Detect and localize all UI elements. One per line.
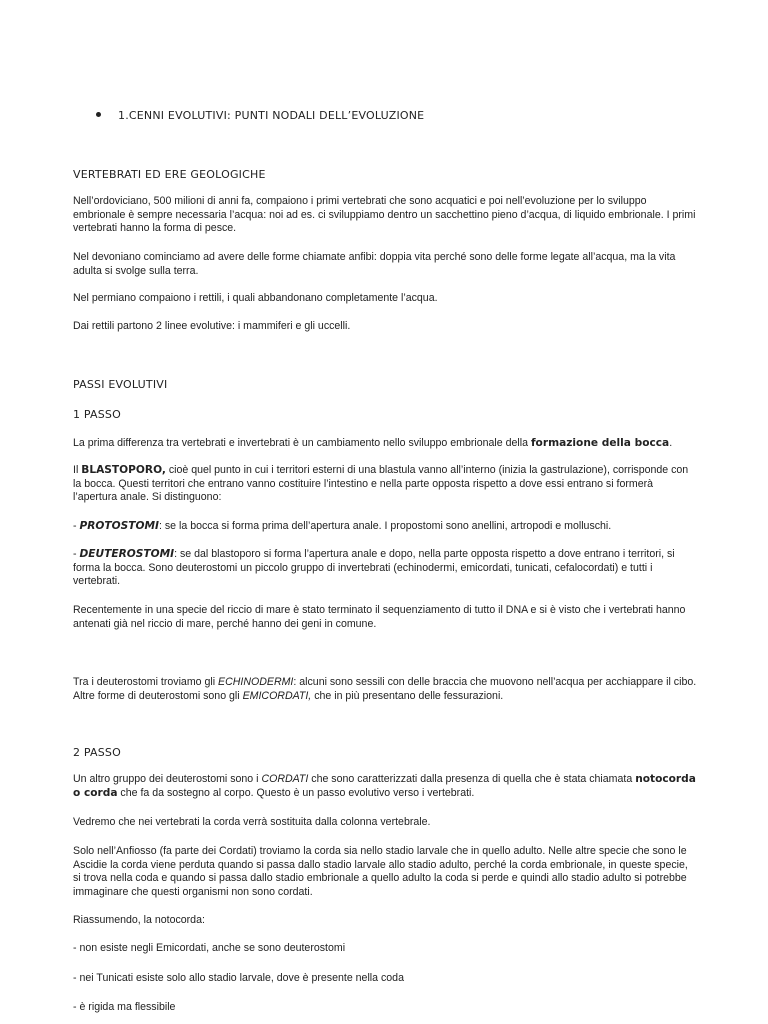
italic-term: EMICORDATI, <box>242 689 312 702</box>
bullet-icon <box>96 112 101 117</box>
subheading-2-passo: 2 PASSO <box>73 746 121 759</box>
text: che sono caratterizzati dalla presenza di quella che è stata chiamata <box>308 773 636 785</box>
paragraph <box>73 437 697 451</box>
list-item: - nei Tunicati esiste solo allo stadio larvale, dove è presente nella coda <box>73 972 404 984</box>
bold-italic-term: DEUTEROSTOMI <box>79 548 175 560</box>
paragraph: Nel devoniano cominciamo ad avere delle forme chiamate anfibi: doppia vita perché sono delle forme legate all’acqua, ma la vita adulta si svolge sulla terra. <box>73 251 676 277</box>
paragraph: Nell’ordoviciano, 500 milioni di anni fa, compaiono i primi vertebrati che sono acquatici e poi nell’evoluzione per lo sviluppo embrionale è sempre necessaria l’acqua: noi ad es. ci sviluppiamo dentro un sacchettino pieno d’acqua, di liquido embrionale. I primi vertebrati hanno la forma di pesce. <box>73 195 696 234</box>
text: - <box>73 520 80 532</box>
text: che fa da sostegno al corpo. Questo è un passo evolutivo verso i vertebrati. <box>117 786 475 799</box>
text: che in più presentano delle fessurazioni. <box>311 689 504 702</box>
text: : se la bocca si forma prima dell’apertura anale. I propostomi sono anellini, artropodi e molluschi. <box>159 520 612 532</box>
text: Un altro gruppo dei deuterostomi sono i <box>73 773 262 785</box>
paragraph: Solo nell’Anfiosso (fa parte dei Cordati) troviamo la corda sia nello stadio larvale che in quello adulto. Nelle altre specie che sono le Ascidie la corda viene perduta quando si passa dallo stadio larvale allo stadio adulto, perché la corda embrionale, in queste specie, si trova nella coda e quando si passa dallo stadio embrionale a quello adulto la coda si perde e quindi allo stadio adulto si potrebbe immaginare che questi organismi non sono cordati. <box>73 845 688 898</box>
text: Il <box>73 464 82 476</box>
paragraph <box>73 676 697 703</box>
list-item: - non esiste negli Emicordati, anche se sono deuterostomi <box>73 942 346 954</box>
bullet-heading-text: 1.CENNI EVOLUTIVI: PUNTI NODALI DELL’EVOLUZIONE <box>118 109 425 122</box>
bullet-heading <box>96 109 424 122</box>
text: Tra i deuterostomi troviamo gli <box>73 676 219 688</box>
text: La prima differenza tra vertebrati e invertebrati è un cambiamento nello sviluppo embrionale della <box>73 437 531 449</box>
section-heading-passi: PASSI EVOLUTIVI <box>73 378 168 391</box>
paragraph: Vedremo che nei vertebrati la corda verrà sostituita dalla colonna vertebrale. <box>73 816 431 828</box>
subheading-1-passo: 1 PASSO <box>73 408 121 421</box>
section-heading-vertebrati: VERTEBRATI ED ERE GEOLOGICHE <box>73 168 266 181</box>
bold-italic-term: PROTOSTOMI <box>79 520 159 532</box>
paragraph <box>73 520 697 534</box>
bold-term: notocorda o corda <box>73 773 696 799</box>
paragraph: Dai rettili partono 2 linee evolutive: i mammiferi e gli uccelli. <box>73 320 351 332</box>
paragraph: Riassumendo, la notocorda: <box>73 914 205 926</box>
list-item: - è rigida ma flessibile <box>73 1001 176 1013</box>
bold-term: BLASTOPORO, <box>81 464 166 476</box>
text: - <box>73 548 80 560</box>
paragraph: Recentemente in una specie del riccio di mare è stato terminato il sequenziamento di tutto il DNA e si è visto che i vertebrati hanno antenati già nel riccio di mare, perché hanno dei geni in comune. <box>73 604 686 630</box>
italic-term: CORDATI <box>261 773 309 785</box>
paragraph <box>73 464 697 505</box>
bold-term: formazione della bocca <box>530 437 670 449</box>
paragraph: Nel permiano compaiono i rettili, i quali abbandonano completamente l’acqua. <box>73 292 438 304</box>
text: cioè quel punto in cui i territori esterni di una blastula vanno all’interno (inizia la gastrulazione), corrisponde con la bocca. Questi territori che entrano vanno costituire l’intestino e nella parte opposta rispetto a dove essi entrano si formerà l’apertura anale. Si distinguono: <box>73 464 689 503</box>
paragraph <box>73 773 697 800</box>
paragraph <box>73 548 697 589</box>
italic-term: ECHINODERMI <box>218 676 294 688</box>
text: : alcuni sono sessili con delle braccia che muovono nell’acqua per acchiappare il cibo. Altre forme di deuterostomi sono gli <box>73 676 697 702</box>
text: : se dal blastoporo si forma l’apertura anale e dopo, nella parte opposta rispetto a dove entrano i territori, si forma la bocca. Sono deuterostomi un piccolo gruppo di invertebrati (echinodermi, emicordati, tunicati, cefalocordati) e tutti i vertebrati. <box>73 548 675 587</box>
text: . <box>669 437 673 449</box>
